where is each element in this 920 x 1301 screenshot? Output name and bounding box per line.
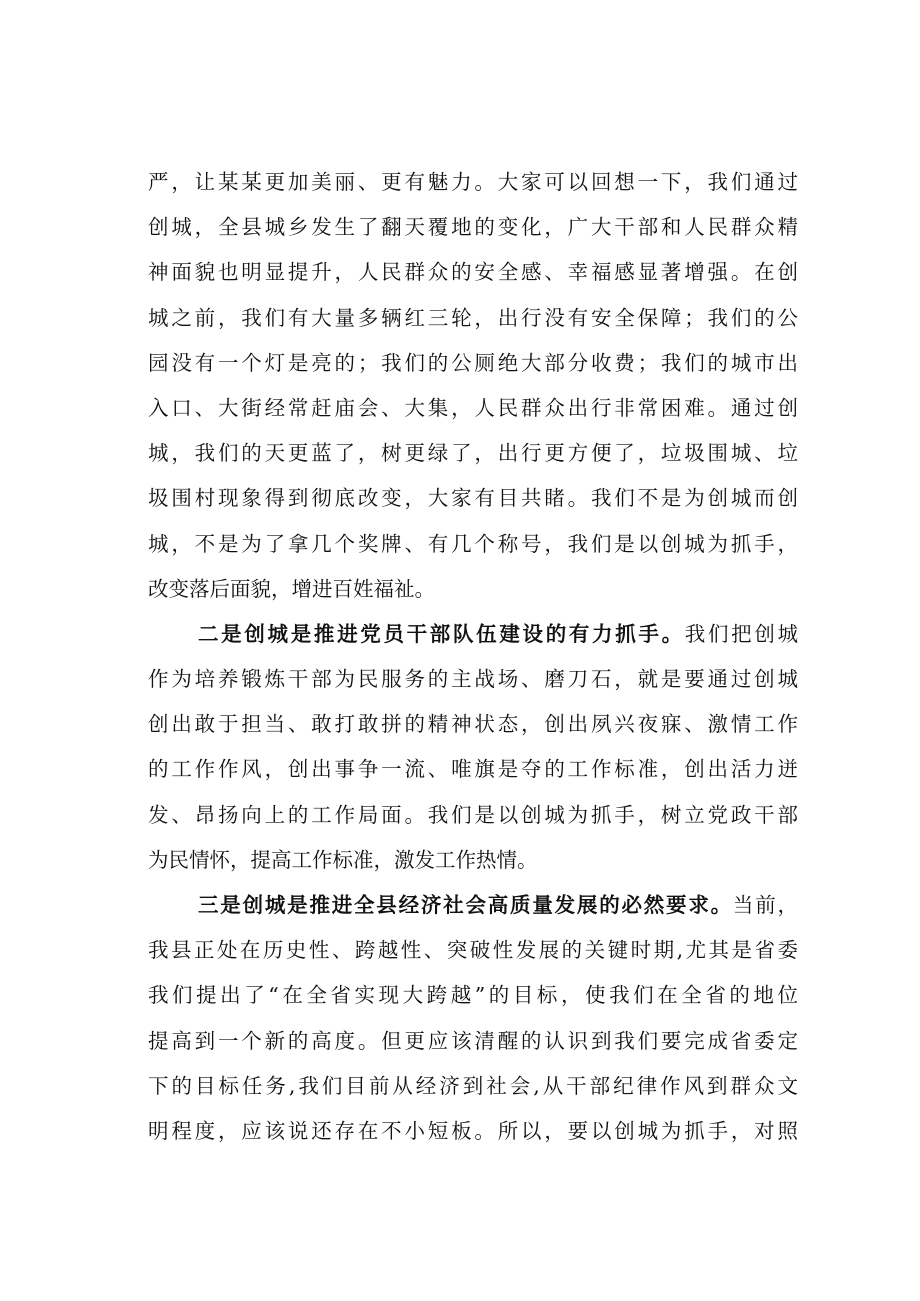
text-line: 我县正处在历史性、跨越性、突破性发展的关键时期,尤其是省委 bbox=[148, 938, 798, 963]
paragraph-lead-heading: 三是创城是推进全县经济社会高质量发展的必然要求。 bbox=[198, 893, 733, 917]
text-line: 作为培养锻炼干部为民服务的主战场、磨刀石，就是要通过创城 bbox=[148, 667, 798, 692]
paragraph-2 bbox=[148, 612, 798, 883]
text-line: 严，让某某更加美丽、更有魅力。大家可以回想一下，我们通过 bbox=[148, 170, 798, 194]
text-line: 我们提出了“在全省实现大跨越”的目标，使我们在全省的地位 bbox=[148, 983, 798, 1008]
text-line: 下的目标任务,我们目前从经济到社会,从干部纪律作风到群众文 bbox=[148, 1073, 798, 1098]
text-line: 为民情怀，提高工作标准，激发工作热情。 bbox=[148, 847, 538, 872]
text-line: 改变落后面貌，增进百姓福祉。 bbox=[148, 576, 435, 601]
paragraph-first-line bbox=[148, 612, 798, 657]
text-line: 城，我们的天更蓝了，树更绿了，出行更方便了，垃圾围城、垃 bbox=[148, 441, 798, 466]
text-line: 的工作作风，创出事争一流、唯旗是夺的工作标准，创出活力迸 bbox=[148, 757, 798, 782]
text-line: 创城，全县城乡发生了翻天覆地的变化，广大干部和人民群众精 bbox=[148, 215, 798, 240]
text-line: 城之前，我们有大量多辆红三轮，出行没有安全保障；我们的公 bbox=[148, 305, 798, 330]
paragraph-3 bbox=[148, 883, 798, 1154]
text-fragment: 我们把创城 bbox=[684, 621, 799, 646]
paragraph-first-line bbox=[148, 883, 798, 928]
paragraph-1 bbox=[148, 160, 798, 612]
document-page bbox=[148, 160, 798, 1154]
text-line: 创出敢于担当、敢打敢拼的精神状态，创出夙兴夜寐、激情工作 bbox=[148, 712, 798, 737]
text-line: 圾围村现象得到彻底改变，大家有目共睹。我们不是为创城而创 bbox=[148, 486, 798, 511]
text-line: 提高到一个新的高度。但更应该清醒的认识到我们要完成省委定 bbox=[148, 1028, 798, 1053]
text-line: 城，不是为了拿几个奖牌、有几个称号，我们是以创城为抓手， bbox=[148, 531, 798, 556]
text-line: 园没有一个灯是亮的；我们的公厕绝大部分收费；我们的城市出 bbox=[148, 350, 798, 375]
text-line: 入口、大街经常赶庙会、大集，人民群众出行非常困难。通过创 bbox=[148, 395, 798, 420]
text-line: 神面貌也明显提升，人民群众的安全感、幸福感显著增强。在创 bbox=[148, 260, 798, 285]
text-line: 明程度，应该说还存在不小短板。所以，要以创城为抓手，对照 bbox=[148, 1118, 798, 1143]
text-fragment: 当前， bbox=[732, 893, 798, 917]
text-line: 发、昂扬向上的工作局面。我们是以创城为抓手，树立党政干部 bbox=[148, 802, 798, 827]
paragraph-lead-heading: 二是创城是推进党员干部队伍建设的有力抓手。 bbox=[198, 621, 685, 646]
